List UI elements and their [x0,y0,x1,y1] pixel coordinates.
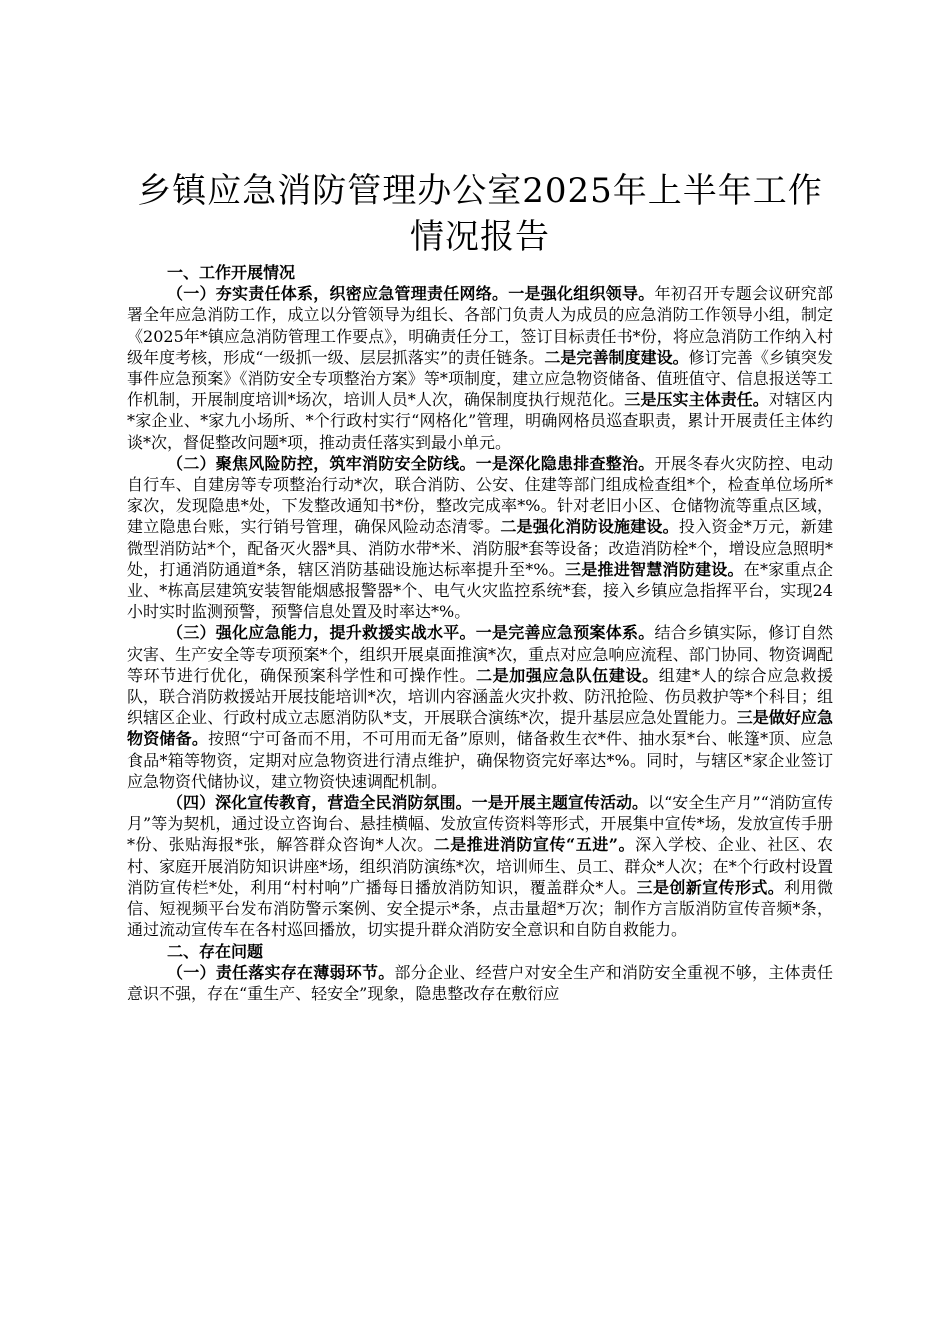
paragraph-text: 组建*人的综合应急救援队，联合消防救援站开展技能培训*次，培训内容涵盖火灾扑救、防汛抢险、伤员救护等*个科目；组织辖区企业、行政村成立志愿消防队*支，开展联合演练*次，提升基层应急处置能力。 [127,665,833,728]
paragraph-lead: （四）深化宣传教育，营造全民消防氛围。一是开展主题宣传活动。 [167,793,649,813]
paragraph-subhead: 三是创新宣传形式。 [636,877,785,897]
paragraph-weak-links [127,962,833,1004]
paragraph-publicity-education [127,792,833,940]
paragraph-risk-prevention [127,453,833,623]
document-body [127,262,833,1004]
paragraph-responsibility-system [127,283,833,453]
paragraph-text: 结合乡镇实际，修订自然灾害、生产安全等专项预案*个，组织开展桌面推演*次，重点对应急响应流程、部门协同、物资调配等环节进行优化，确保预案科学性和可操作性。 [127,623,833,685]
title-line-2: 情况报告 [410,217,550,257]
paragraph-subhead: 二是强化消防设施建设。 [500,517,679,537]
paragraph-text: 修订完善《乡镇突发事件应急预案》《消防安全专项整治方案》等*项制度，建立应急物资储备、值班值守、信息报送等工作机制，开展制度培训*场次，培训人员*人次，确保制度执行规范化。 [127,347,833,410]
document-title [127,168,833,260]
paragraph-subhead: 二是加强应急队伍建设。 [475,665,659,685]
paragraph-text: 对辖区内*家企业、*家九小场所、*个行政村实行“网格化”管理，明确网格员巡查职责，累计开展责任主体约谈*次，督促整改问题*项，推动责任落实到最小单元。 [127,390,833,452]
paragraph-text: 深入学校、企业、社区、农村、家庭开展消防知识讲座*场，组织消防演练*次，培训师生、员工、群众*人次；在*个行政村设置消防宣传栏*处，利用“村村响”广播每日播放消防知识，覆盖群众*人。 [127,835,833,897]
section-heading-problems: 二、存在问题 [167,941,264,961]
paragraph-subhead: 三是推进智慧消防建设。 [564,559,744,579]
paragraph-text: 投入资金*万元，新建微型消防站*个，配备灭火器*具、消防水带*米、消防服*套等设备；改造消防栓*个，增设应急照明*处，打通消防通道*条，辖区消防基础设施达标率提升至*%。 [127,517,833,579]
paragraph-subhead: 三是做好应急物资储备。 [127,708,833,749]
paragraph-lead: （二）聚焦风险防控，筑牢消防安全防线。一是深化隐患排查整治。 [167,453,655,473]
paragraph-text: 在*家重点企业、*栋高层建筑安装智能烟感报警器*个、电气火灾监控系统*套，接入乡镇应急指挥平台，实现24小时实时监测预警，预警信息处置及时率达*%。 [127,559,833,622]
paragraph-text: 开展冬春火灾防控、电动自行车、自建房等专项整治行动*次，联合消防、公安、住建等部门组成检查组*个，检查单位场所*家次，发现隐患*处，下发整改通知书*份，整改完成率*%。针对老旧小区、仓储物流等重点区域，建立隐患台账，实行销号管理，确保风险动态清零。 [127,453,833,537]
paragraph-subhead: 三是压实主体责任。 [624,390,769,410]
paragraph-lead: （三）强化应急能力，提升救援实战水平。一是完善应急预案体系。 [167,623,655,643]
paragraph-subhead: 二是推进消防宣传“五进”。 [433,835,636,855]
paragraph-subhead: 二是完善制度建设。 [544,347,689,367]
paragraph-text: 以“安全生产月”“消防宣传月”等为契机，通过设立咨询台、悬挂横幅、发放宣传资料等形式，开展集中宣传*场，发放宣传手册*份、张贴海报*张，解答群众咨询*人次。 [127,793,833,855]
paragraph-emergency-capability [127,622,833,792]
paragraph-text: 部分企业、经营户对安全生产和消防安全重视不够，主体责任意识不强，存在“重生产、轻安全”现象，隐患整改存在敷衍应 [127,962,833,1003]
paragraph-lead: （一）责任落实存在薄弱环节。 [167,962,395,982]
paragraph-text: 按照“宁可备而不用，不可用而无备”原则，储备救生衣*件、抽水泵*台、帐篷*顶、应急食品*箱等物资，定期对应急物资进行清点维护，确保物资完好率达*%。同时，与辖区*家企业签订应急物资代储协议，建立物资快速调配机制。 [127,729,833,791]
section-heading-work-progress: 一、工作开展情况 [167,263,296,282]
paragraph-lead: （一）夯实责任体系，织密应急管理责任网络。一是强化组织领导。 [167,284,655,304]
title-line-1: 乡镇应急消防管理办公室2025年上半年工作 [137,171,823,211]
paragraph-text: 年初召开专题会议研究部署全年应急消防工作，成立以分管领导为组长、各部门负责人为成员的应急消防工作领导小组，制定《2025年*镇应急消防管理工作要点》，明确责任分工，签订目标责任书*份，将应急消防工作纳入村级年度考核，形成“一级抓一级、层层抓落实”的责任链条。 [127,284,833,367]
paragraph-text: 利用微信、短视频平台发布消防警示案例、安全提示*条，点击量超*万次；制作方言版消防宣传音频*条，通过流动宣传车在各村巡回播放，切实提升群众消防安全意识和自防自救能力。 [127,877,833,940]
document-page [127,0,833,1344]
